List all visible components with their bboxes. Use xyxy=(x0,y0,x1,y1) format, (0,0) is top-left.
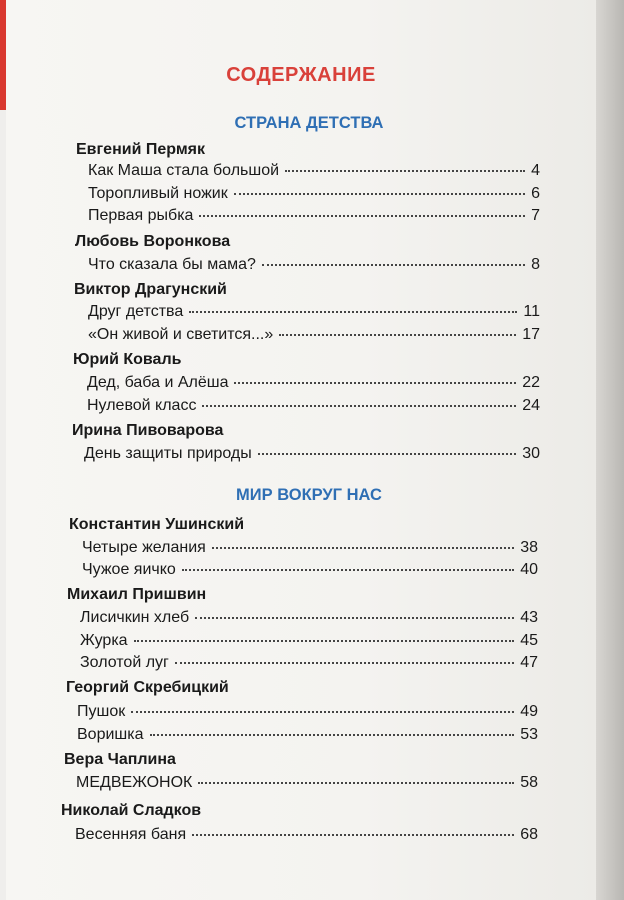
work-title: Пушок xyxy=(77,703,126,720)
work-title: Как Маша стала большой xyxy=(88,162,280,179)
toc-entry[interactable] xyxy=(84,445,540,463)
page-number: 45 xyxy=(520,632,538,649)
work-title: Лисичкин хлеб xyxy=(80,609,190,626)
author-name: Михаил Пришвин xyxy=(67,586,207,603)
page-number: 49 xyxy=(520,703,538,720)
leader-dots xyxy=(175,662,514,664)
leader-dots xyxy=(195,617,514,619)
work-title: МЕДВЕЖОНОК xyxy=(76,774,193,791)
work-title: Золотой луг xyxy=(80,654,169,671)
toc-entry[interactable] xyxy=(88,207,540,225)
page-number: 7 xyxy=(531,207,540,224)
leader-dots xyxy=(182,569,514,571)
leader-dots xyxy=(285,170,525,172)
toc-entry[interactable] xyxy=(88,326,540,344)
toc-entry[interactable] xyxy=(87,374,540,392)
author-name: Любовь Воронкова xyxy=(75,233,231,250)
leader-dots xyxy=(279,334,516,336)
author-name: Константин Ушинский xyxy=(69,516,245,533)
page-number: 43 xyxy=(520,609,538,626)
leader-dots xyxy=(134,640,515,642)
leader-dots xyxy=(202,405,516,407)
toc-entry[interactable] xyxy=(77,726,538,744)
section-title: МИР ВОКРУГ НАС xyxy=(236,486,382,504)
author-name: Юрий Коваль xyxy=(73,351,182,368)
toc-entry[interactable] xyxy=(80,654,538,672)
leader-dots xyxy=(199,215,525,217)
toc-entry[interactable] xyxy=(88,303,540,321)
work-title: Дед, баба и Алёша xyxy=(87,374,229,391)
leader-dots xyxy=(198,782,514,784)
leader-dots xyxy=(189,311,517,313)
work-title: Четыре желания xyxy=(82,539,206,556)
page-number: 24 xyxy=(522,397,540,414)
page-number: 4 xyxy=(531,162,540,179)
toc-entry[interactable] xyxy=(88,256,540,274)
work-title: «Он живой и светится...» xyxy=(88,326,274,343)
work-title: Что сказала бы мама? xyxy=(88,256,256,273)
page-number: 47 xyxy=(520,654,538,671)
leader-dots xyxy=(192,834,514,836)
author-name: Евгений Пермяк xyxy=(76,141,205,158)
work-title: Воришка xyxy=(77,726,144,743)
leader-dots xyxy=(150,734,515,736)
work-title: День защиты природы xyxy=(84,445,252,462)
work-title: Весенняя баня xyxy=(75,826,187,843)
page-number: 58 xyxy=(520,774,538,791)
page-number: 8 xyxy=(531,256,540,273)
page-number: 68 xyxy=(520,826,538,843)
page-number: 11 xyxy=(523,303,540,320)
work-title: Первая рыбка xyxy=(88,207,194,224)
section-title: СТРАНА ДЕТСТВА xyxy=(234,114,384,132)
page-number: 30 xyxy=(522,445,540,462)
page-title: СОДЕРЖАНИЕ xyxy=(226,64,376,86)
leader-dots xyxy=(258,453,516,455)
leader-dots xyxy=(131,711,514,713)
work-title: Нулевой класс xyxy=(87,397,197,414)
leader-dots xyxy=(212,547,514,549)
toc-entry[interactable] xyxy=(75,826,538,844)
page-number: 53 xyxy=(520,726,538,743)
leader-dots xyxy=(262,264,525,266)
page-number: 38 xyxy=(520,539,538,556)
author-name: Виктор Драгунский xyxy=(74,281,227,298)
author-name: Николай Сладков xyxy=(61,802,202,819)
page-number: 40 xyxy=(520,561,538,578)
author-name: Ирина Пивоварова xyxy=(72,422,224,439)
toc-entry[interactable] xyxy=(82,539,538,557)
toc-entry[interactable] xyxy=(80,609,538,627)
toc-entry[interactable] xyxy=(80,632,538,650)
toc-entry[interactable] xyxy=(88,185,540,203)
author-name: Георгий Скребицкий xyxy=(66,679,229,696)
toc-entry[interactable] xyxy=(76,774,538,792)
toc-entry[interactable] xyxy=(77,703,538,721)
page-number: 22 xyxy=(522,374,540,391)
page-number: 17 xyxy=(522,326,540,343)
page-gutter-shadow xyxy=(596,0,624,900)
work-title: Друг детства xyxy=(88,303,184,320)
toc-entry[interactable] xyxy=(88,162,540,180)
toc-entry[interactable] xyxy=(82,561,538,579)
work-title: Журка xyxy=(80,632,128,649)
work-title: Чужое яичко xyxy=(82,561,176,578)
work-title: Торопливый ножик xyxy=(88,185,228,202)
page-number: 6 xyxy=(531,185,540,202)
leader-dots xyxy=(234,193,525,195)
author-name: Вера Чаплина xyxy=(64,751,176,768)
leader-dots xyxy=(234,382,516,384)
toc-entry[interactable] xyxy=(87,397,540,415)
